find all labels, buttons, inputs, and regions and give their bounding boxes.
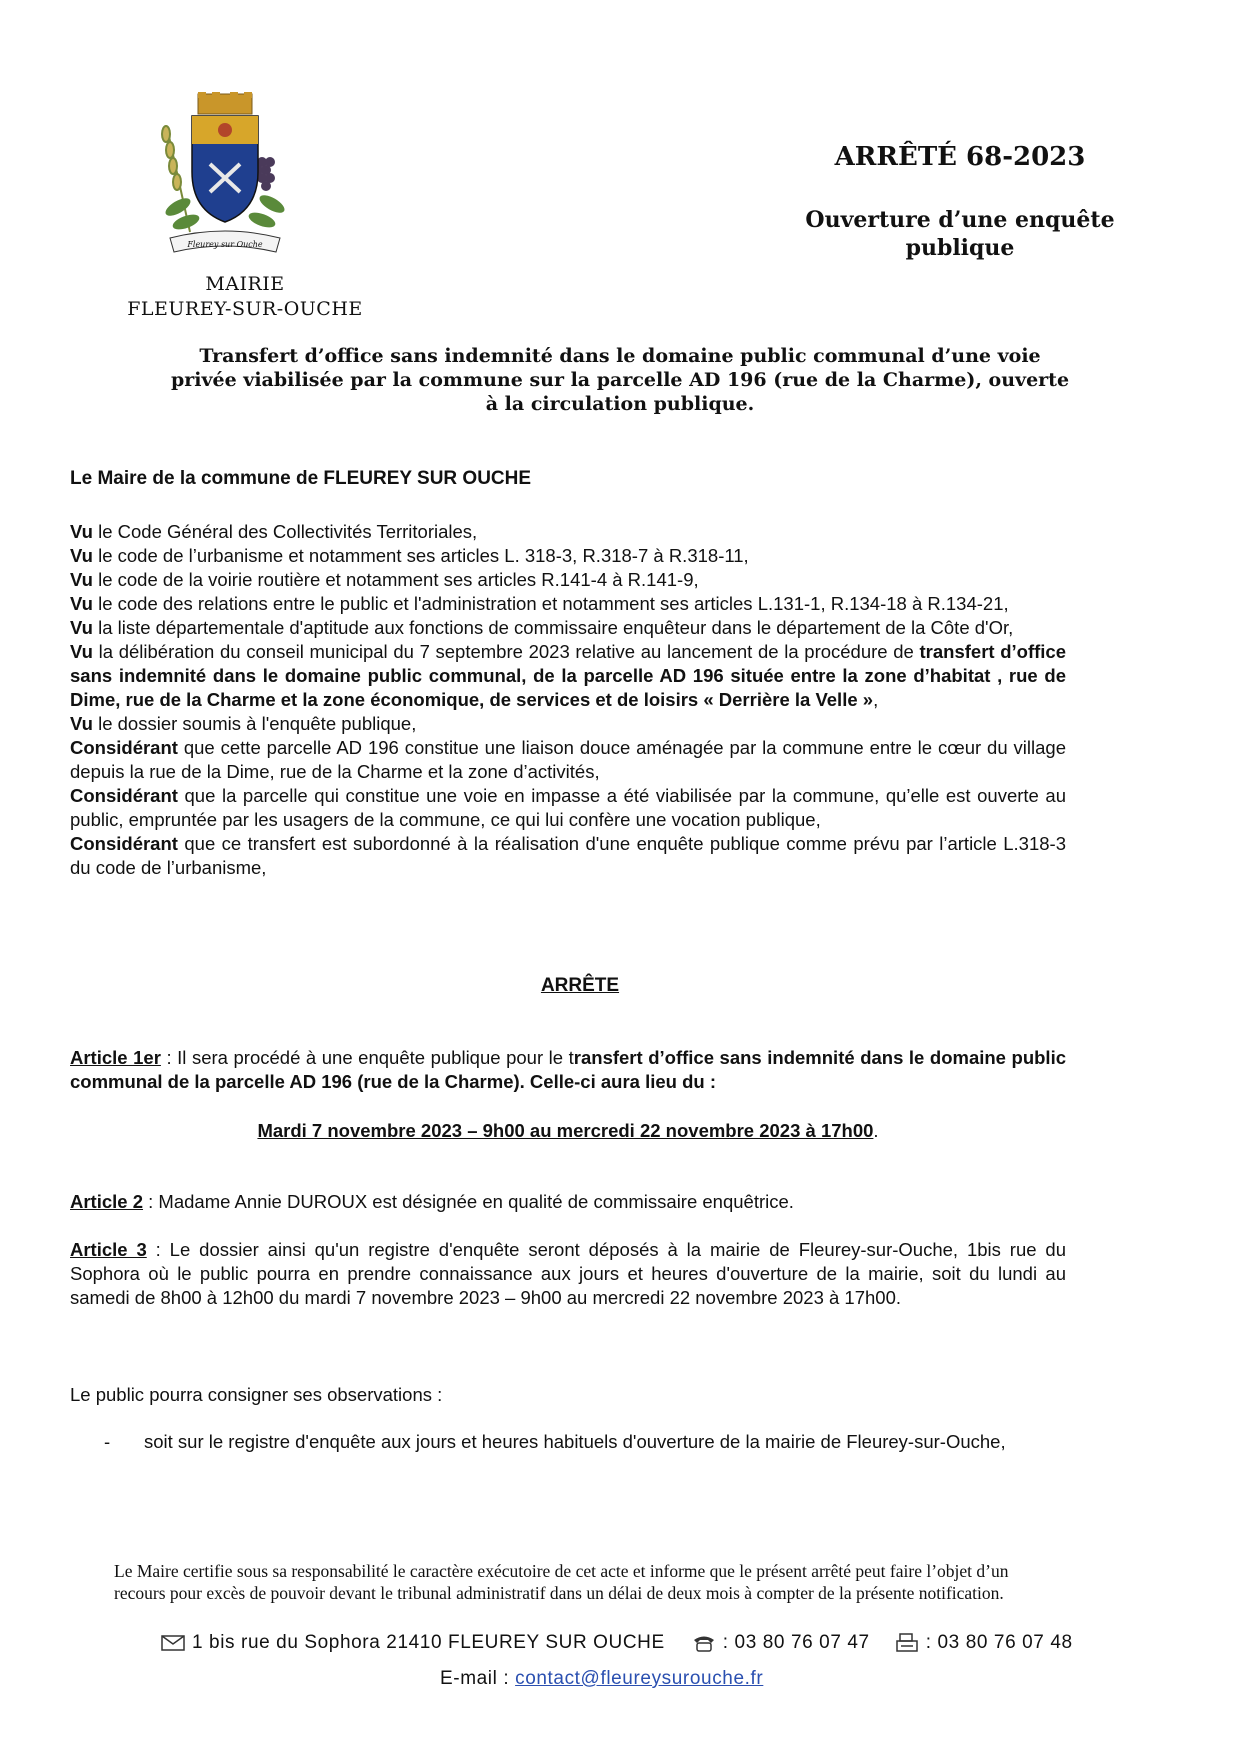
visa-item: [70, 616, 1066, 640]
visa-lead: Vu: [70, 545, 93, 566]
article-1-label: Article 1er: [70, 1047, 161, 1068]
arrete-subject-line1: Ouverture d’une enquête: [805, 207, 1115, 233]
visa-item: [70, 520, 1066, 544]
crest-caption: Fleurey sur Ouche: [187, 240, 263, 249]
visa-item: [70, 592, 1066, 616]
list-item-text: soit sur le registre d'enquête aux jours et heures habituels d'ouverture de la mairie de Fleurey-sur-Ouche,: [144, 1431, 1006, 1452]
visa-lead: Vu: [70, 713, 93, 734]
footer-contact: [160, 1632, 1160, 1654]
email-link[interactable]: contact@fleureysurouche.fr: [515, 1668, 764, 1689]
visa-text: le Code Général des Collectivités Territoriales,: [92, 521, 478, 542]
article-3-text: : Le dossier ainsi qu'un registre d'enquête seront déposés à la mairie de Fleurey-sur-Ouche, 1bis rue du Sophora où le public pourra en prendre connaissance aux jours et heures d'ouverture de la mairie, soit du lundi au samedi de 8h00 à 12h00 du mardi 7 novembre 2023 – 9h00 au mercredi 22 novembre 2023 à 17h00.: [70, 1239, 1066, 1308]
visa-lead: Vu: [70, 569, 93, 590]
mairie-name: [120, 272, 370, 322]
mail-icon: [160, 1633, 186, 1653]
visa-lead: Considérant: [70, 833, 178, 854]
article-1-bold-text: ransfert d’office sans indemnité dans le domaine public communal de la parcelle AD 196 (rue de la Charme). Celle-ci aura lieu du :: [70, 1047, 1066, 1092]
phone-icon: [691, 1633, 717, 1653]
article-3: [70, 1238, 1066, 1310]
visa-lead: Considérant: [70, 785, 178, 806]
visa-text: que ce transfert est subordonné à la réalisation d'une enquête publique comme prévu par l’article L.318-3 du code de l’urbanisme,: [70, 833, 1066, 878]
article-2-text: : Madame Annie DUROUX est désignée en qualité de commissaire enquêtrice.: [143, 1191, 794, 1212]
visa-lead: Vu: [70, 617, 93, 638]
objet-line2: privée viabilisée par la commune sur la parcelle AD 196 (rue de la Charme), ouverte: [170, 369, 1070, 391]
arrete-heading: ARRÊTE: [540, 975, 620, 996]
arrete-subject-line2: publique: [905, 235, 1015, 261]
commune-name: FLEUREY-SUR-OUCHE: [127, 298, 363, 320]
visa-text: le code des relations entre le public et l'administration et notamment ses articles L.131-1, R.134-18 à R.134-21,: [92, 593, 1009, 614]
public-observations-intro: Le public pourra consigner ses observations :: [70, 1384, 443, 1405]
visa-text: le code de l’urbanisme et notamment ses articles L. 318-3, R.318-7 à R.318-11,: [92, 545, 749, 566]
visa-tail: ,: [873, 689, 879, 710]
list-bullet: -: [104, 1431, 111, 1452]
objet-line1: Transfert d’office sans indemnité dans le domaine public communal d’une voie: [199, 345, 1041, 367]
legal-notice: Le Maire certifie sous sa responsabilité le caractère exécutoire de cet acte et informe que le présent arrêté peut faire l’objet d’un recours pour excès de pouvoir devant le tribunal administratif dans un délai de deux mois à compter de la présente notification.: [114, 1561, 1009, 1603]
visa-bold-text: transfert d’office sans indemnité dans le domaine public communal, de la parcelle AD 196 située entre la zone d’habitat , rue de Dime, rue de la Charme et la zone économique, de services et de loisirs « Derrière la Velle »: [70, 641, 1066, 710]
objet-block: [160, 344, 1080, 416]
enquete-date-tail: .: [873, 1120, 879, 1141]
visa-item: [70, 784, 1066, 832]
visa-item: [70, 832, 1066, 880]
visa-item: [70, 640, 1066, 712]
visa-text: le code de la voirie routière et notamment ses articles R.141-4 à R.141-9,: [92, 569, 699, 590]
coat-of-arms-logo: [150, 92, 300, 262]
visa-text: que la parcelle qui constitue une voie en impasse a été viabilisée par la commune, qu’elle est ouverte au public, empruntée par les usagers de la commune, ce qui lui confère une vocation publique,: [70, 785, 1066, 830]
visa-lead: Vu: [70, 641, 93, 662]
visa-item: [70, 712, 1066, 736]
article-2-label: Article 2: [70, 1191, 144, 1212]
visa-text: que cette parcelle AD 196 constitue une liaison douce aménagée par la commune entre le cœur du village depuis la rue de la Dime, rue de la Charme et la zone d’activités,: [70, 737, 1066, 782]
mairie-label: MAIRIE: [205, 273, 285, 295]
article-2: [70, 1190, 1066, 1214]
list-item: [104, 1430, 1064, 1454]
arrete-subject: [760, 206, 1160, 262]
article-1: [70, 1046, 1066, 1094]
enquete-dates: [70, 1120, 1066, 1142]
visa-text: la délibération du conseil municipal du 7 septembre 2023 relative au lancement de la procédure de: [92, 641, 920, 662]
visa-item: [70, 736, 1066, 784]
visa-text: le dossier soumis à l'enquête publique,: [92, 713, 417, 734]
visa-item: [70, 544, 1066, 568]
visa-lead: Vu: [70, 521, 93, 542]
arrete-number: ARRÊTÉ 68-2023: [834, 142, 1086, 172]
footer-phone: : 03 80 76 07 47: [722, 1632, 870, 1653]
email-label: E-mail :: [440, 1668, 510, 1689]
visa-lead: Vu: [70, 593, 93, 614]
article-3-label: Article 3: [70, 1239, 147, 1260]
visa-item: [70, 568, 1066, 592]
fax-icon: [894, 1633, 920, 1653]
footer-address: 1 bis rue du Sophora 21410 FLEUREY SUR OUCHE: [192, 1632, 665, 1653]
footer-email-line: [440, 1668, 763, 1690]
objet-line3: à la circulation publique.: [485, 393, 755, 415]
article-1-text: : Il sera procédé à une enquête publique pour le t: [160, 1047, 574, 1068]
enquete-date-range: Mardi 7 novembre 2023 – 9h00 au mercredi 22 novembre 2023 à 17h00: [257, 1120, 874, 1141]
visa-lead: Considérant: [70, 737, 178, 758]
intro-line: Le Maire de la commune de FLEUREY SUR OUCHE: [70, 468, 532, 489]
visa-text: la liste départementale d'aptitude aux fonctions de commissaire enquêteur dans le département de la Côte d'Or,: [92, 617, 1014, 638]
footer-fax: : 03 80 76 07 48: [925, 1632, 1073, 1653]
visas-list: [70, 520, 1066, 880]
